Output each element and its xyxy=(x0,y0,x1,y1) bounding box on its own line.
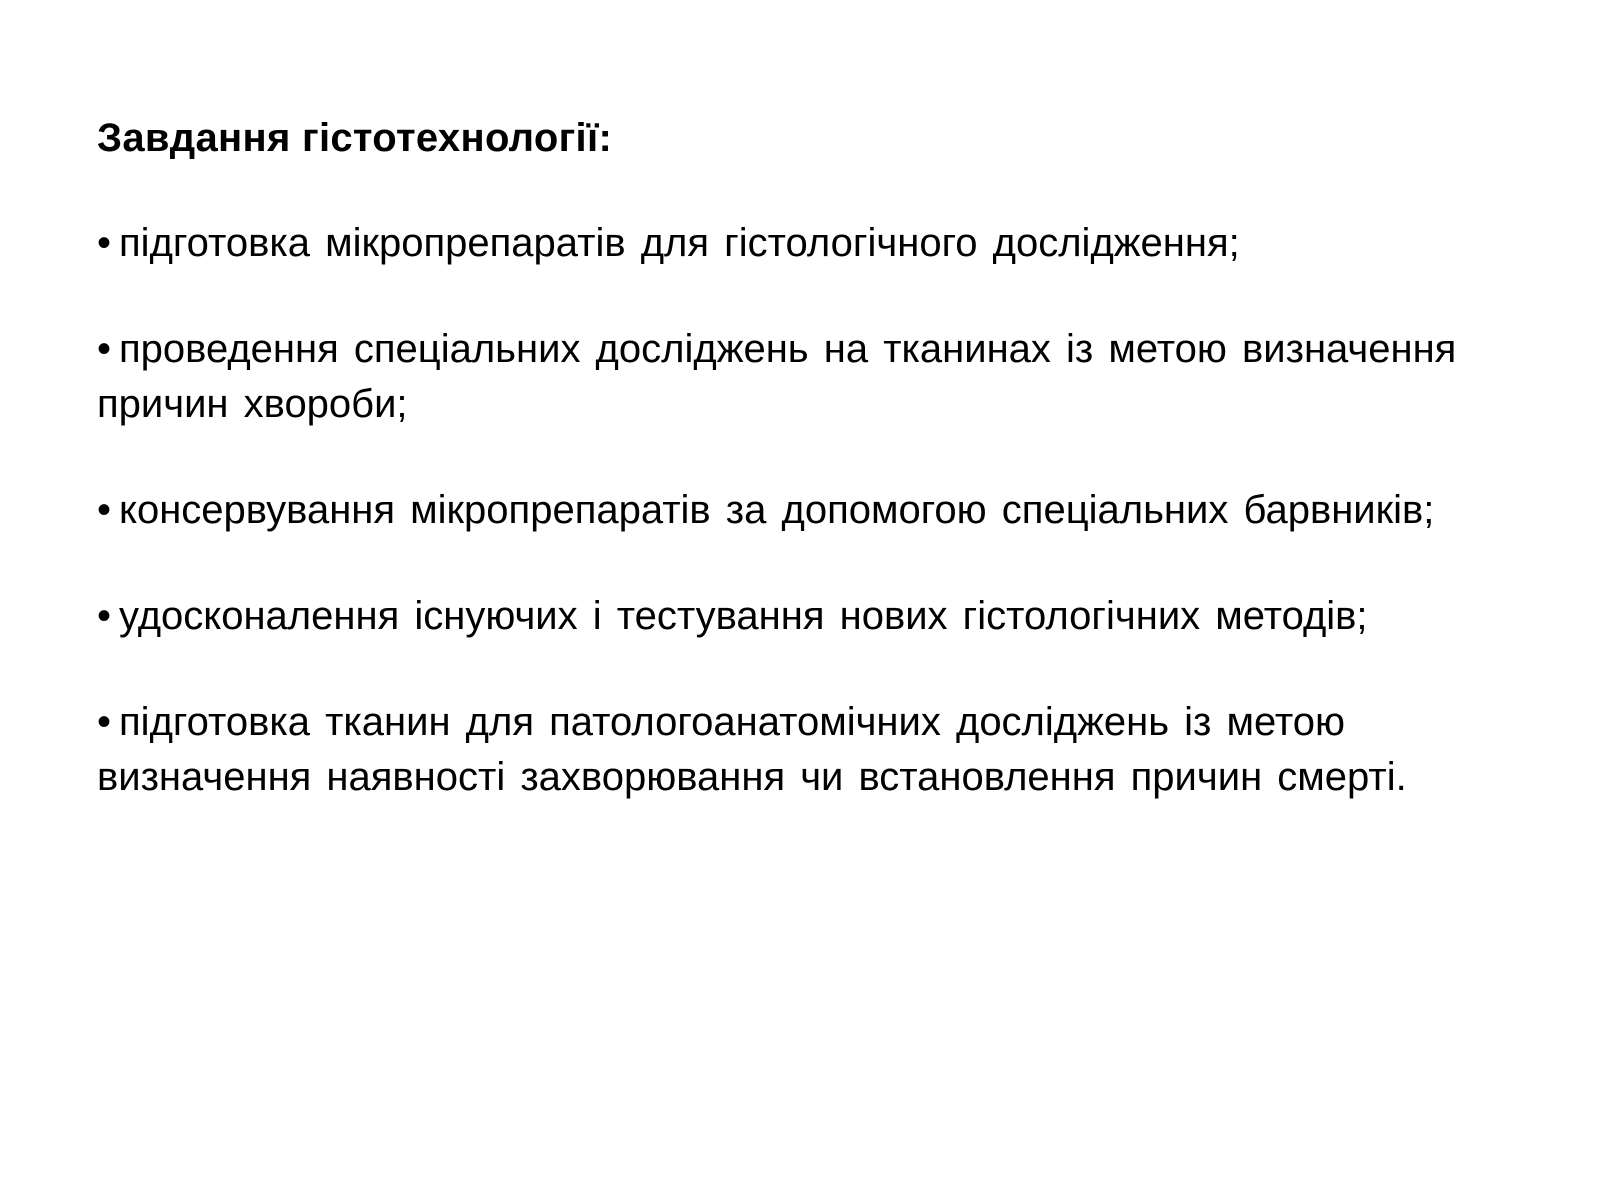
bullet-mark: • xyxy=(97,327,112,371)
bullet-item xyxy=(97,589,1557,644)
bullet-item xyxy=(97,322,1557,432)
slide-content xyxy=(97,110,1557,805)
bullet-text: проведення спеціальних досліджень на тканинах із метою визначення причин хвороби; xyxy=(97,327,1457,426)
bullet-item xyxy=(97,216,1557,271)
bullet-mark: • xyxy=(97,221,112,265)
bullet-text: удосконалення існуючих і тестування нових гістологічних методів; xyxy=(119,594,1368,638)
bullet-text: консервування мікропрепаратів за допомогою спеціальних барвників; xyxy=(119,488,1435,532)
bullet-list xyxy=(97,216,1557,805)
slide-heading: Завдання гістотехнології: xyxy=(97,116,613,160)
bullet-text: підготовка мікропрепаратів для гістологічного дослідження; xyxy=(119,221,1240,265)
bullet-mark: • xyxy=(97,700,112,744)
bullet-item xyxy=(97,695,1557,805)
bullet-text: підготовка тканин для патологоанатомічних досліджень із метою визначення наявності захворювання чи встановлення причин смерті. xyxy=(97,700,1407,799)
bullet-mark: • xyxy=(97,488,112,532)
bullet-item xyxy=(97,483,1557,538)
bullet-mark: • xyxy=(97,594,112,638)
